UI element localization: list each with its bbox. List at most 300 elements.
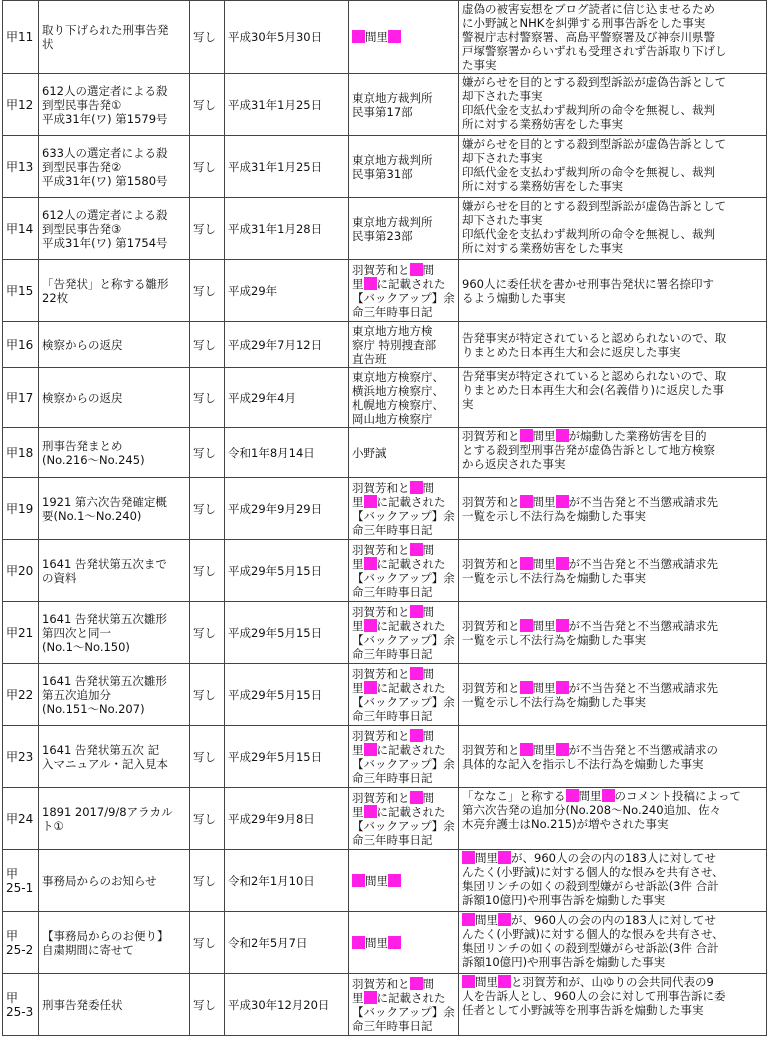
- fact-to-prove-line: [462, 345, 763, 359]
- document-title-line: 平成31年(ワ) 第1579号: [42, 111, 168, 126]
- fact-to-prove-text: 却下された事実: [462, 151, 543, 165]
- document-title-line: 612人の選定者による殺: [42, 207, 168, 222]
- document-title: [39, 602, 190, 664]
- document-author-text: 羽賀芳和と: [352, 262, 410, 277]
- fact-to-prove-text: が煽動した業務妨害を目的: [568, 429, 707, 443]
- document-author-text: 間里: [365, 935, 388, 950]
- table-row: [3, 260, 767, 322]
- fact-to-prove-text: 一覧を示し不法行為を煽動した事実: [462, 570, 646, 585]
- fact-to-prove: [459, 912, 767, 974]
- redaction-mask: [410, 481, 423, 494]
- fact-to-prove-line: [462, 695, 763, 709]
- fact-to-prove-line: [462, 851, 763, 865]
- fact-to-prove-text: 集団リンチの如くの殺到型嫌がらせ訴訟(3件 合計: [462, 941, 719, 955]
- document-author-text: 東京地方裁判所: [352, 214, 433, 229]
- exhibit-number-text: 甲19: [6, 501, 34, 516]
- document-author: [349, 368, 459, 428]
- document-title-line: 平成31年(ワ) 第1580号: [42, 173, 168, 188]
- document-title-line: 1641 告発状第五次雛形: [42, 611, 167, 626]
- fact-to-prove-text: 告発事実が特定されていると認められないので、取: [462, 330, 727, 345]
- fact-to-prove-text: 一覧を示し不法行為を煽動した事実: [462, 508, 646, 523]
- fact-to-prove-text: 間里: [532, 680, 556, 695]
- table-row: [3, 850, 767, 912]
- redaction-mask: [556, 619, 569, 632]
- document-author-line: [352, 509, 455, 523]
- document-author-text: 里: [352, 494, 364, 509]
- fact-to-prove-text: 羽賀芳和と: [462, 680, 520, 695]
- exhibit-number: [3, 428, 39, 478]
- fact-to-prove-text: に小野誠とNHKを糾弾する刑事告訴をした事実: [462, 16, 706, 30]
- evidence-table: [2, 0, 767, 1036]
- exhibit-number-text: 甲22: [6, 687, 34, 702]
- document-author-line: [352, 153, 455, 167]
- document-title: [39, 664, 190, 726]
- fact-to-prove-text: 羽賀芳和と: [462, 494, 520, 509]
- document-author-line: [352, 667, 455, 681]
- fact-to-prove-line: [462, 757, 763, 771]
- fact-to-prove-text: が不当告発と不当懲戒請求先: [568, 494, 718, 509]
- redaction-mask: [352, 936, 365, 949]
- fact-to-prove-text: 間里: [578, 789, 602, 803]
- exhibit-number: [3, 726, 39, 788]
- document-author-text: 【バックアップ】余: [352, 570, 455, 585]
- redaction-mask: [364, 805, 377, 818]
- fact-to-prove-line: [462, 89, 763, 103]
- table-row: [3, 602, 767, 664]
- document-title: [39, 850, 190, 912]
- copy-type: 写し: [190, 974, 225, 1036]
- fact-to-prove-line: [462, 397, 763, 411]
- document-title-line: 【事務局からのお便り】: [42, 928, 169, 943]
- document-author-text: 直告班: [352, 351, 387, 366]
- fact-to-prove: [459, 540, 767, 602]
- document-author-line: [352, 105, 455, 119]
- document-title: [39, 198, 190, 260]
- document-title: [39, 260, 190, 322]
- copy-type: 写し: [190, 726, 225, 788]
- fact-to-prove-text: のコメント投稿によって: [614, 789, 741, 803]
- document-author: [349, 1, 459, 74]
- exhibit-number-text: 甲20: [6, 563, 34, 578]
- exhibit-number: [3, 974, 39, 1036]
- exhibit-number: [3, 74, 39, 136]
- document-author-text: に記載された: [376, 494, 446, 509]
- fact-to-prove-text: りまとめた日本再生大和会に返戻した事実: [462, 344, 681, 359]
- document-date: 令和2年1月10日: [225, 850, 349, 912]
- fact-to-prove-text: 印紙代金を支払わず裁判所の命令を無視し、裁判: [462, 227, 715, 241]
- exhibit-number: [3, 850, 39, 912]
- document-author-line: [352, 585, 455, 599]
- document-author: [349, 478, 459, 540]
- document-author-text: 羽賀芳和と: [352, 480, 410, 495]
- document-author-text: 間里: [365, 30, 388, 44]
- fact-to-prove-line: [462, 277, 763, 291]
- document-author-line: [352, 757, 455, 771]
- fact-to-prove-line: [462, 927, 763, 941]
- document-date: 平成31年1月25日: [225, 136, 349, 198]
- exhibit-number-text: 甲17: [6, 390, 34, 405]
- fact-to-prove-line: [462, 369, 763, 383]
- document-author-line: [352, 263, 455, 277]
- exhibit-number-text: 甲: [6, 928, 19, 943]
- copy-type: 写し: [190, 322, 225, 368]
- document-author-text: 命三年時事日記: [352, 832, 433, 847]
- fact-to-prove-line: [462, 44, 763, 58]
- document-title: [39, 478, 190, 540]
- fact-to-prove: [459, 850, 767, 912]
- document-author: [349, 602, 459, 664]
- document-title-line: 検察からの返戻: [42, 390, 123, 405]
- document-author-text: に記載された: [376, 618, 446, 633]
- exhibit-number-text: 甲: [6, 866, 19, 881]
- fact-to-prove-line: [462, 865, 763, 879]
- document-author-text: 【バックアップ】余: [352, 632, 455, 647]
- fact-to-prove-text: んたく(小野誠)に対する個人的な恨みを共有させ、: [462, 865, 724, 879]
- document-author-line: [352, 543, 455, 557]
- document-author: [349, 322, 459, 368]
- document-title-line: 要(No.1～No.240): [42, 508, 142, 523]
- fact-to-prove-text: 間里: [532, 618, 556, 633]
- document-title-line: 到型民事告発②: [42, 159, 122, 174]
- fact-to-prove-text: 嫌がらせを目的とする殺到型訴訟が虚偽告訴として: [462, 199, 727, 213]
- document-author-line: [352, 557, 455, 571]
- document-title-line: 到型民事告発①: [42, 97, 122, 112]
- document-author-text: に記載された: [376, 804, 446, 819]
- document-author-text: 命三年時事日記: [352, 708, 433, 723]
- fact-to-prove: [459, 322, 767, 368]
- fact-to-prove-text: から返戻された事実: [462, 457, 566, 471]
- document-author-text: 命三年時事日記: [352, 522, 433, 537]
- document-title: [39, 322, 190, 368]
- document-author-text: 羽賀芳和と: [352, 790, 410, 805]
- fact-to-prove: [459, 664, 767, 726]
- document-author-text: 羽賀芳和と: [352, 976, 410, 991]
- fact-to-prove-line: [462, 509, 763, 523]
- copy-type: 写し: [190, 850, 225, 912]
- document-title: [39, 540, 190, 602]
- document-author-line: [352, 481, 455, 495]
- document-title-line: 刑事告発委任状: [42, 997, 123, 1012]
- document-author-text: 命三年時事日記: [352, 770, 433, 785]
- fact-to-prove-text: 所に対する業務妨害をした事実: [462, 117, 623, 131]
- fact-to-prove-text: 戸塚警察署からいずれも受理されず告訴取り下げし: [462, 44, 727, 58]
- document-author-text: 里: [352, 990, 364, 1005]
- fact-to-prove-text: 嫌がらせを目的とする殺到型訴訟が虚偽告訴として: [462, 75, 727, 89]
- table-row: [3, 974, 767, 1036]
- document-author-line: [352, 977, 455, 991]
- document-author-line: [352, 338, 455, 352]
- document-author: [349, 850, 459, 912]
- document-author-line: [352, 729, 455, 743]
- document-title-line: 612人の選定者による殺: [42, 83, 168, 98]
- table-row: [3, 912, 767, 974]
- document-title-line: 事務局からのお知らせ: [42, 873, 157, 888]
- redaction-mask: [498, 913, 511, 926]
- document-title: [39, 1, 190, 74]
- fact-to-prove-text: が不当告発と不当懲戒請求先: [568, 556, 718, 571]
- fact-to-prove-line: [462, 291, 763, 305]
- copy-type: 写し: [190, 1, 225, 74]
- redaction-mask: [556, 495, 569, 508]
- document-author-text: 羽賀芳和と: [352, 604, 410, 619]
- redaction-mask: [364, 277, 377, 290]
- document-author-text: 間: [422, 542, 434, 557]
- fact-to-prove-line: [462, 137, 763, 151]
- copy-type: 写し: [190, 74, 225, 136]
- document-title-line: の資料: [42, 570, 77, 585]
- document-author-text: 里: [352, 556, 364, 571]
- redaction-mask: [364, 681, 377, 694]
- document-date: 平成29年9月8日: [225, 788, 349, 850]
- document-author-text: 東京地方地方検: [352, 323, 433, 338]
- fact-to-prove-line: [462, 817, 763, 831]
- fact-to-prove-text: 間里: [532, 429, 556, 443]
- document-author-line: [352, 412, 455, 426]
- fact-to-prove-text: 間里: [532, 742, 556, 757]
- document-author-text: 岡山地方検察庁: [352, 411, 433, 426]
- document-author-line: [352, 167, 455, 181]
- exhibit-number-text: 甲13: [6, 159, 34, 174]
- document-date: 平成31年1月25日: [225, 74, 349, 136]
- fact-to-prove-text: 間里: [532, 556, 556, 571]
- table-row: [3, 74, 767, 136]
- document-date: 平成29年9月29日: [225, 478, 349, 540]
- document-author-text: 小野誠: [352, 445, 387, 460]
- document-author-text: に記載された: [376, 742, 446, 757]
- document-author-line: [352, 791, 455, 805]
- document-title-line: 「告発状」と称する雛形: [42, 276, 169, 291]
- fact-to-prove-text: 告発事実が特定されていると認められないので、取: [462, 369, 727, 383]
- redaction-mask: [410, 605, 423, 618]
- document-date: 平成29年5月15日: [225, 664, 349, 726]
- exhibit-number: [3, 368, 39, 428]
- document-author-text: 【バックアップ】余: [352, 818, 455, 833]
- exhibit-number: [3, 540, 39, 602]
- document-author: [349, 912, 459, 974]
- table-row: [3, 664, 767, 726]
- document-date: 平成29年5月15日: [225, 726, 349, 788]
- redaction-mask: [364, 557, 377, 570]
- document-author-line: [352, 91, 455, 105]
- document-date: 平成30年12月20日: [225, 974, 349, 1036]
- document-author-line: [352, 398, 455, 412]
- redaction-mask: [520, 619, 533, 632]
- document-author-line: [352, 352, 455, 366]
- exhibit-number-text: 甲14: [6, 221, 34, 236]
- document-title-line: 22枚: [42, 290, 69, 305]
- document-title-line: 1641 告発状第五次雛形: [42, 673, 167, 688]
- exhibit-number-text: 甲16: [6, 337, 34, 352]
- document-date: 平成29年: [225, 260, 349, 322]
- redaction-mask: [388, 874, 401, 887]
- fact-to-prove-line: [462, 913, 763, 927]
- fact-to-prove-line: [462, 879, 763, 893]
- document-author-text: 命三年時事日記: [352, 646, 433, 661]
- fact-to-prove-line: [462, 227, 763, 241]
- fact-to-prove-line: [462, 989, 763, 1003]
- redaction-mask: [388, 936, 401, 949]
- redaction-mask: [388, 30, 401, 43]
- fact-to-prove-text: 印紙代金を支払わず裁判所の命令を無視し、裁判: [462, 103, 715, 117]
- document-author-text: 間: [422, 728, 434, 743]
- document-author-text: 民事第23部: [352, 228, 413, 243]
- document-title-line: 第五次追加分: [42, 687, 111, 702]
- fact-to-prove: [459, 1, 767, 74]
- fact-to-prove-line: [462, 75, 763, 89]
- document-author: [349, 664, 459, 726]
- document-date: 平成29年7月12日: [225, 322, 349, 368]
- document-author-line: [352, 1005, 455, 1019]
- document-title-line: 1891 2017/9/8アラカル: [42, 804, 173, 819]
- fact-to-prove: [459, 788, 767, 850]
- fact-to-prove: [459, 726, 767, 788]
- evidence-table-body: [3, 1, 767, 1036]
- redaction-mask: [566, 789, 579, 802]
- table-row: [3, 540, 767, 602]
- redaction-mask: [498, 975, 511, 988]
- document-author-line: [352, 936, 455, 950]
- document-title-line: (No.216～No.245): [42, 452, 145, 467]
- table-row: [3, 788, 767, 850]
- fact-to-prove-line: [462, 681, 763, 695]
- exhibit-number: [3, 664, 39, 726]
- redaction-mask: [556, 429, 569, 442]
- fact-to-prove-line: [462, 443, 763, 457]
- redaction-mask: [556, 681, 569, 694]
- document-author: [349, 726, 459, 788]
- fact-to-prove-line: [462, 58, 763, 72]
- table-row: [3, 428, 767, 478]
- document-author-text: 里: [352, 618, 364, 633]
- document-author-text: 民事第31部: [352, 166, 413, 181]
- document-author-text: 羽賀芳和と: [352, 666, 410, 681]
- redaction-mask: [462, 975, 475, 988]
- table-row: [3, 478, 767, 540]
- fact-to-prove-line: [462, 557, 763, 571]
- document-title: [39, 368, 190, 428]
- document-author-text: 間: [422, 262, 434, 277]
- fact-to-prove-line: [462, 2, 763, 16]
- copy-type: 写し: [190, 478, 225, 540]
- document-title-line: (No.151～No.207): [42, 701, 145, 716]
- fact-to-prove-text: るよう煽動した事実: [462, 290, 566, 305]
- document-author: [349, 198, 459, 260]
- fact-to-prove-text: 960人に委任状を書かせ刑事告発状に署名捺印す: [462, 276, 714, 291]
- redaction-mask: [410, 791, 423, 804]
- document-title: [39, 788, 190, 850]
- document-author-text: 【バックアップ】余: [352, 1004, 455, 1019]
- document-author-line: [352, 571, 455, 585]
- fact-to-prove-line: [462, 30, 763, 44]
- fact-to-prove-text: 虚偽の被害妄想をブログ読者に信じ込ませるため: [462, 2, 715, 16]
- document-author-line: [352, 370, 455, 384]
- document-author-text: 間: [422, 480, 434, 495]
- fact-to-prove-text: 間里: [532, 494, 556, 509]
- document-title-line: 1641 告発状第五次 記: [42, 742, 160, 757]
- document-author: [349, 540, 459, 602]
- document-date: 平成31年1月28日: [225, 198, 349, 260]
- fact-to-prove-line: [462, 571, 763, 585]
- document-author-line: [352, 384, 455, 398]
- redaction-mask: [410, 543, 423, 556]
- exhibit-number-text: 甲21: [6, 625, 34, 640]
- copy-type: 写し: [190, 912, 225, 974]
- fact-to-prove-text: 所に対する業務妨害をした事実: [462, 179, 623, 193]
- document-date: 令和2年5月7日: [225, 912, 349, 974]
- document-author-text: 里: [352, 680, 364, 695]
- table-row: [3, 136, 767, 198]
- document-author-text: 間: [422, 666, 434, 681]
- document-author-line: [352, 495, 455, 509]
- redaction-mask: [410, 263, 423, 276]
- fact-to-prove-line: [462, 1003, 763, 1017]
- fact-to-prove-line: [462, 429, 763, 443]
- document-author-text: 横浜地方検察庁、: [352, 383, 444, 398]
- redaction-mask: [410, 667, 423, 680]
- document-author-text: 【バックアップ】余: [352, 508, 455, 523]
- document-date: 平成29年5月15日: [225, 602, 349, 664]
- exhibit-number-text: 甲23: [6, 749, 34, 764]
- document-author: [349, 974, 459, 1036]
- document-author-line: [352, 1019, 455, 1033]
- redaction-mask: [352, 30, 365, 43]
- copy-type: 写し: [190, 664, 225, 726]
- fact-to-prove-line: [462, 495, 763, 509]
- fact-to-prove: [459, 260, 767, 322]
- fact-to-prove-text: 却下された事実: [462, 213, 543, 227]
- document-author-line: [352, 324, 455, 338]
- document-author-text: 【バックアップ】余: [352, 290, 455, 305]
- fact-to-prove-text: が不当告発と不当懲戒請求の: [568, 742, 718, 757]
- document-author: [349, 428, 459, 478]
- document-author-line: [352, 229, 455, 243]
- copy-type: 写し: [190, 260, 225, 322]
- exhibit-number: [3, 260, 39, 322]
- document-title-line: (No.1～No.150): [42, 639, 130, 654]
- exhibit-number: [3, 912, 39, 974]
- fact-to-prove-line: [462, 213, 763, 227]
- document-author-text: に記載された: [376, 990, 446, 1005]
- document-title: [39, 74, 190, 136]
- document-author-line: [352, 619, 455, 633]
- document-author-line: [352, 633, 455, 647]
- document-title-line: 状: [42, 37, 54, 51]
- document-author-text: 民事第17部: [352, 104, 413, 119]
- fact-to-prove: [459, 136, 767, 198]
- fact-to-prove-text: んたく(小野誠)に対する個人的な恨みを共有させ、: [462, 927, 724, 941]
- document-author-text: 里: [352, 742, 364, 757]
- fact-to-prove-line: [462, 151, 763, 165]
- fact-to-prove-line: [462, 941, 763, 955]
- document-author-line: [352, 991, 455, 1005]
- copy-type: 写し: [190, 540, 225, 602]
- table-row: [3, 322, 767, 368]
- document-date: 令和1年8月14日: [225, 428, 349, 478]
- document-title-line: 第四次と同一: [42, 625, 111, 640]
- exhibit-number-text: 甲: [6, 990, 19, 1005]
- document-title: [39, 136, 190, 198]
- fact-to-prove-line: [462, 331, 763, 345]
- copy-type: 写し: [190, 368, 225, 428]
- exhibit-number-text: 甲12: [6, 97, 34, 112]
- document-title-line: 刑事告発まとめ: [42, 438, 123, 453]
- exhibit-number: [3, 478, 39, 540]
- fact-to-prove-line: [462, 803, 763, 817]
- document-title: [39, 912, 190, 974]
- fact-to-prove-line: [462, 619, 763, 633]
- copy-type: 写し: [190, 428, 225, 478]
- document-title-line: 633人の選定者による殺: [42, 145, 168, 160]
